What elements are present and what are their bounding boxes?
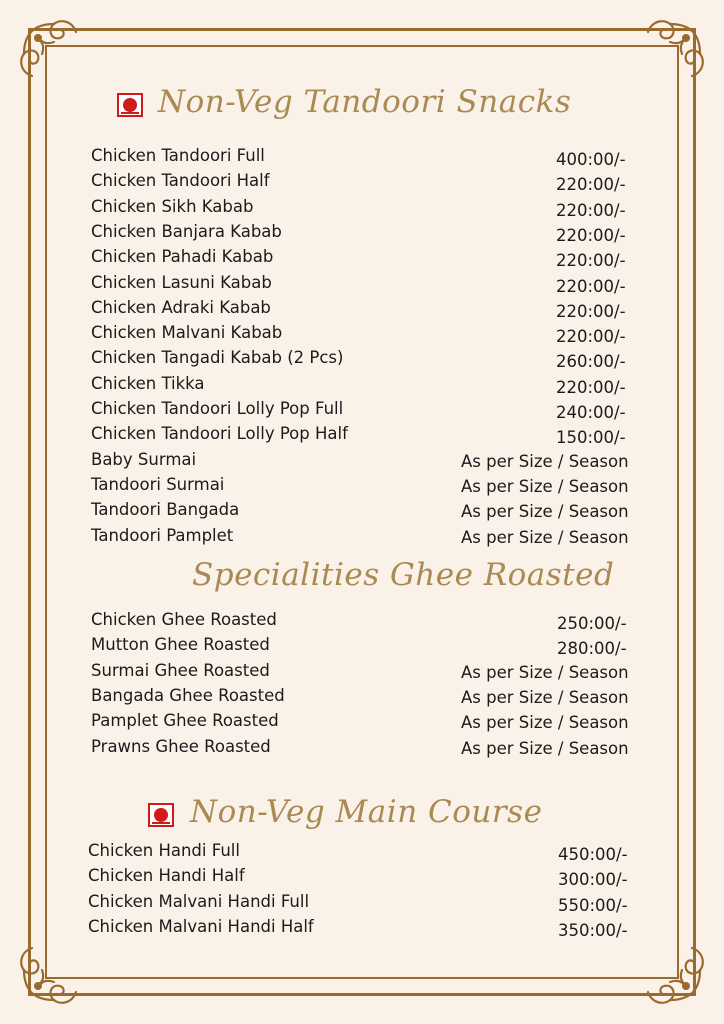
menu-item (0, 735, 724, 759)
menu-item (0, 448, 724, 472)
menu-item-price: As per Size / Season (461, 662, 629, 682)
section-title-ghee-roasted: Specialities Ghee Roasted (192, 557, 615, 593)
menu-item (0, 709, 724, 733)
menu-item-name: Chicken Ghee Roasted (91, 610, 277, 629)
menu-item-name: Prawns Ghee Roasted (91, 736, 271, 756)
menu-item-name: Chicken Tandoori Half (91, 171, 270, 191)
menu-item (0, 633, 724, 657)
corner-ornament-icon (638, 938, 710, 1010)
menu-item-price: As per Size / Season (461, 527, 629, 547)
menu-item-name: Chicken Tangadi Kabab (2 Pcs) (91, 348, 344, 368)
menu-item (0, 296, 724, 320)
menu-item-name: Chicken Tandoori Lolly Pop Full (91, 399, 344, 418)
menu-item-price: As per Size / Season (461, 476, 629, 496)
menu-item-price: As per Size / Season (461, 738, 629, 758)
menu-item-price: 550:00/- (558, 895, 628, 915)
menu-item (0, 372, 724, 396)
menu-item-name: Pamplet Ghee Roasted (91, 711, 279, 731)
menu-item-name: Chicken Malvani Kabab (91, 323, 283, 343)
menu-item (0, 422, 724, 446)
section-title-tandoori-snacks: Non-Veg Tandoori Snacks (158, 84, 572, 120)
menu-item-price: 250:00/- (557, 614, 627, 633)
menu-item-price: 220:00/- (556, 251, 626, 271)
menu-item-name: Chicken Pahadi Kabab (91, 247, 274, 267)
menu-item (0, 915, 724, 939)
menu-item-price: 220:00/- (556, 276, 626, 296)
menu-item-price: 220:00/- (556, 327, 626, 347)
menu-item-price: As per Size / Season (461, 687, 629, 707)
menu-item (0, 473, 724, 497)
menu-item-name: Tandoori Pamplet (91, 525, 234, 545)
nonveg-symbol-icon (148, 803, 174, 827)
menu-item (0, 498, 724, 522)
menu-item (0, 220, 724, 244)
menu-item-name: Chicken Adraki Kabab (91, 297, 271, 317)
menu-item-name: Chicken Tandoori Full (91, 146, 265, 165)
menu-item-name: Chicken Malvani Handi Full (88, 891, 310, 911)
menu-item-price: As per Size / Season (461, 713, 629, 733)
menu-item (0, 195, 724, 219)
menu-item-price: 220:00/- (556, 175, 626, 195)
menu-item (0, 890, 724, 914)
menu-item-price: 220:00/- (556, 200, 626, 220)
menu-item-price: 150:00/- (556, 428, 626, 448)
menu-item (0, 864, 724, 888)
menu-item (0, 608, 724, 632)
menu-item-price: 450:00/- (558, 845, 628, 864)
menu-item-name: Surmai Ghee Roasted (91, 660, 270, 680)
menu-item-price: 260:00/- (556, 352, 626, 372)
menu-item-name: Chicken Handi Full (88, 841, 240, 860)
menu-item-name: Baby Surmai (91, 449, 197, 469)
menu-item-price: As per Size / Season (461, 451, 629, 471)
menu-item-price: 280:00/- (557, 639, 627, 659)
menu-item (0, 524, 724, 548)
menu-item-name: Tandoori Surmai (91, 474, 225, 494)
menu-item (0, 271, 724, 295)
menu-item (0, 169, 724, 193)
menu-item-name: Bangada Ghee Roasted (91, 685, 285, 705)
menu-item (0, 659, 724, 683)
menu-item-price: 220:00/- (556, 225, 626, 245)
menu-item-price: 350:00/- (558, 920, 628, 940)
menu-item-name: Tandoori Bangada (91, 500, 240, 520)
menu-item-price: As per Size / Season (461, 502, 629, 522)
corner-ornament-icon (14, 14, 86, 86)
menu-item-price: 220:00/- (556, 377, 626, 397)
menu-item-name: Chicken Tikka (91, 373, 205, 393)
menu-item-name: Chicken Tandoori Lolly Pop Half (91, 424, 348, 444)
menu-item (0, 144, 724, 168)
menu-item-price: 240:00/- (556, 403, 626, 422)
menu-item-name: Chicken Lasuni Kabab (91, 272, 272, 292)
menu-item-price: 300:00/- (558, 870, 628, 890)
menu-item (0, 839, 724, 863)
menu-item (0, 397, 724, 421)
menu-item-name: Chicken Sikh Kabab (91, 196, 254, 216)
menu-item (0, 684, 724, 708)
menu-item (0, 346, 724, 370)
menu-item-name: Chicken Handi Half (88, 866, 245, 886)
menu-item-name: Chicken Banjara Kabab (91, 221, 282, 241)
menu-item-name: Mutton Ghee Roasted (91, 635, 270, 655)
section-title-main-course: Non-Veg Main Course (190, 794, 543, 830)
menu-item (0, 321, 724, 345)
menu-item (0, 245, 724, 269)
menu-item-price: 220:00/- (556, 301, 626, 321)
corner-ornament-icon (14, 938, 86, 1010)
nonveg-symbol-icon (117, 93, 143, 117)
corner-ornament-icon (638, 14, 710, 86)
menu-item-name: Chicken Malvani Handi Half (88, 916, 314, 936)
menu-item-price: 400:00/- (556, 150, 626, 169)
